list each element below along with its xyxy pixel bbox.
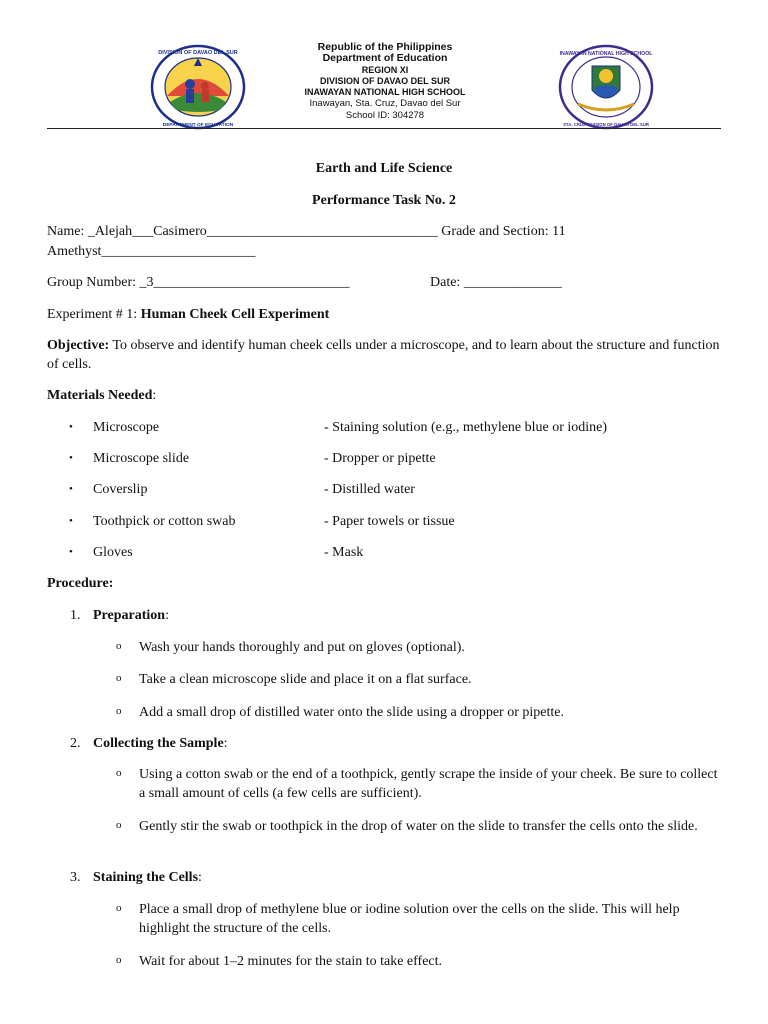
step-item: Wash your hands thoroughly and put on gloves (optional). bbox=[139, 640, 465, 655]
material-right-item: - Distilled water bbox=[324, 482, 415, 497]
sub-bullet-marker: o bbox=[116, 819, 122, 831]
group-number-line: Group Number: _3____________________________ bbox=[47, 275, 350, 290]
letterhead-school-id: School ID: 304278 bbox=[345, 109, 425, 121]
sub-bullet-marker: o bbox=[116, 672, 122, 684]
svg-text:INAWAYAN NATIONAL HIGH SCHOOL: INAWAYAN NATIONAL HIGH SCHOOL bbox=[559, 51, 653, 57]
material-right-item: - Paper towels or tissue bbox=[324, 514, 455, 529]
step-title: Staining the Cells bbox=[93, 870, 199, 885]
step-colon: : bbox=[198, 870, 202, 885]
sub-bullet-marker: o bbox=[116, 902, 122, 914]
material-left-item: Microscope bbox=[93, 420, 160, 435]
step-title: Collecting the Sample bbox=[93, 736, 224, 751]
letterhead-address: Inawayan, Sta. Cruz, Davao del Sur bbox=[309, 98, 461, 110]
letterhead-region: REGION XI bbox=[361, 64, 409, 75]
bullet-marker: • bbox=[69, 483, 73, 495]
experiment-line bbox=[47, 305, 329, 324]
materials-colon: : bbox=[152, 388, 157, 403]
bullet-marker: • bbox=[69, 421, 73, 433]
step-item: Using a cotton swab or the end of a toothpick, gently scrape the inside of your cheek. Be sure to collect a small amount of cells (a few cells are sufficient). bbox=[139, 767, 718, 801]
step-item: Wait for about 1–2 minutes for the stain to take effect. bbox=[139, 954, 443, 969]
svg-text:STA. CRUZ DIVISION OF DAVAO DE: STA. CRUZ DIVISION OF DAVAO DEL SUR bbox=[563, 122, 649, 127]
step-heading bbox=[93, 606, 169, 625]
objective-label: Objective: bbox=[47, 338, 110, 353]
material-left-item: Gloves bbox=[93, 545, 133, 560]
sub-bullet-marker: o bbox=[116, 767, 122, 779]
sub-bullet-marker: o bbox=[116, 954, 122, 966]
step-item: Gently stir the swab or toothpick in the drop of water on the slide to transfer the cells onto the slide. bbox=[139, 819, 698, 834]
step-number: 1. bbox=[70, 608, 81, 623]
material-left-item: Toothpick or cotton swab bbox=[93, 514, 236, 529]
bullet-marker: • bbox=[69, 546, 73, 558]
objective-text: To observe and identify human cheek cells under a microscope, and to learn about the structure and function of cells. bbox=[47, 338, 720, 372]
objective-paragraph bbox=[47, 336, 722, 374]
letterhead-department: Department of Education bbox=[322, 52, 448, 65]
material-right-item: - Staining solution (e.g., methylene blue or iodine) bbox=[324, 420, 608, 435]
step-title: Preparation bbox=[93, 608, 166, 623]
task-title: Performance Task No. 2 bbox=[312, 193, 456, 208]
division-seal-icon bbox=[150, 44, 246, 130]
letterhead bbox=[270, 42, 500, 121]
material-left-item: Microscope slide bbox=[93, 451, 190, 466]
sub-bullet-marker: o bbox=[116, 640, 122, 652]
material-left-item: Coverslip bbox=[93, 482, 148, 497]
bullet-marker: • bbox=[69, 452, 73, 464]
step-colon: : bbox=[165, 608, 169, 623]
experiment-title: Human Cheek Cell Experiment bbox=[140, 307, 330, 322]
subject-title: Earth and Life Science bbox=[315, 161, 453, 176]
materials-heading bbox=[47, 386, 156, 405]
svg-text:DEPARTMENT OF EDUCATION: DEPARTMENT OF EDUCATION bbox=[162, 123, 234, 128]
step-colon: : bbox=[223, 736, 228, 751]
letterhead-school: INAWAYAN NATIONAL HIGH SCHOOL bbox=[304, 87, 466, 98]
step-item: Take a clean microscope slide and place it on a flat surface. bbox=[139, 672, 472, 687]
svg-text:DIVISION OF DAVAO DEL SUR: DIVISION OF DAVAO DEL SUR bbox=[158, 50, 238, 56]
sub-bullet-marker: o bbox=[116, 705, 122, 717]
letterhead-division: DIVISION OF DAVAO DEL SUR bbox=[319, 75, 450, 86]
step-item: Place a small drop of methylene blue or iodine solution over the cells on the slide. This will help highlight the structure of the cells. bbox=[139, 902, 680, 936]
experiment-prefix: Experiment # 1: bbox=[47, 307, 141, 322]
section-continuation: Amethyst______________________ bbox=[47, 244, 256, 259]
name-grade-line: Name: _Alejah___Casimero_________________________________ Grade and Section: 11 bbox=[47, 224, 566, 239]
step-number: 3. bbox=[70, 870, 81, 885]
step-heading bbox=[93, 868, 202, 887]
material-right-item: - Dropper or pipette bbox=[324, 451, 436, 466]
step-heading bbox=[93, 734, 228, 753]
letterhead-republic: Republic of the Philippines bbox=[317, 41, 453, 53]
school-seal-icon bbox=[558, 44, 654, 130]
step-item: Add a small drop of distilled water onto the slide using a dropper or pipette. bbox=[139, 705, 564, 720]
procedure-heading: Procedure: bbox=[47, 576, 114, 591]
materials-label: Materials Needed bbox=[47, 388, 153, 403]
header-divider bbox=[47, 128, 721, 129]
date-line: Date: ______________ bbox=[430, 275, 562, 290]
material-right-item: - Mask bbox=[324, 545, 364, 560]
bullet-marker: • bbox=[69, 515, 73, 527]
step-number: 2. bbox=[70, 736, 81, 751]
